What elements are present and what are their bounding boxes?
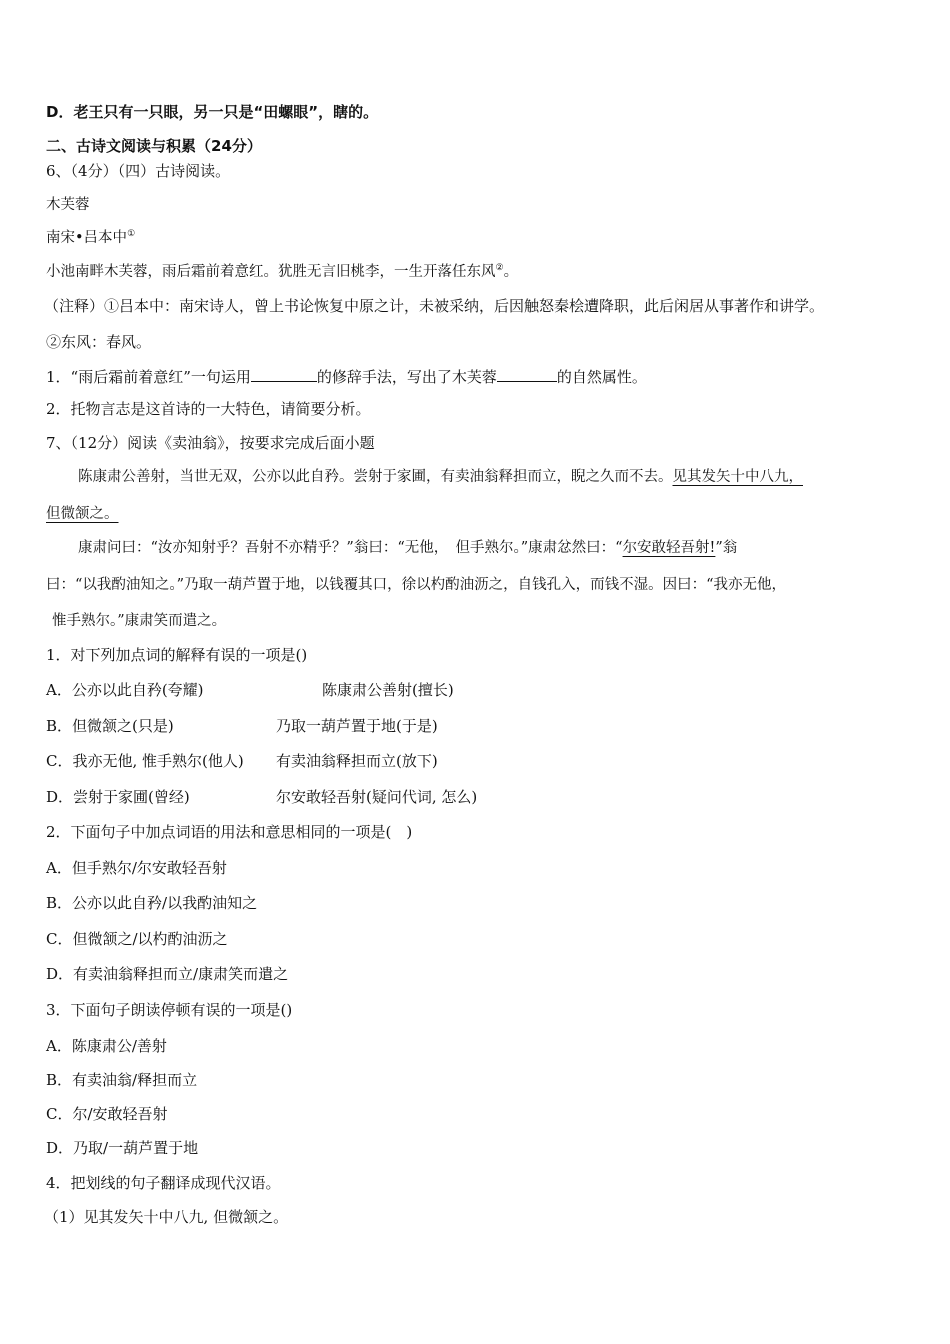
question-6-header: 6、（4分）（四）古诗阅读。 bbox=[46, 162, 231, 180]
passage-paragraph-1-cont bbox=[46, 504, 119, 524]
poem-text-body: 小池南畔木芙蓉，雨后霜前着意红。犹胜无言旧桃李，一生开落任东风 bbox=[46, 264, 496, 280]
poem-note-2: ②东风：春风。 bbox=[46, 333, 152, 351]
q7-1-b-right: 乃取一葫芦置于地(于是) bbox=[276, 717, 438, 735]
question-7-header: 7、（12分）阅读《卖油翁》，按要求完成后面小题 bbox=[46, 434, 375, 452]
q7-3-option-c[interactable]: C．尔/安敢轻吾射 bbox=[46, 1105, 168, 1123]
q7-1-option-d[interactable] bbox=[46, 787, 926, 807]
poem-text bbox=[46, 262, 518, 282]
q7-3-option-a[interactable]: A．陈康肃公/善射 bbox=[46, 1037, 167, 1055]
passage-paragraph-1 bbox=[78, 467, 803, 487]
poem-author-text: 南宋•吕本中 bbox=[46, 230, 128, 246]
question-7-2: 2．下面句子中加点词语的用法和意思相同的一项是( ) bbox=[46, 823, 413, 841]
q6-1-part-a: 1．“雨后霜前着意红”一句运用 bbox=[46, 368, 251, 386]
q6-1-part-b: 的修辞手法，写出了木芙蓉 bbox=[316, 368, 497, 386]
q7-1-option-a[interactable] bbox=[46, 680, 926, 700]
q7-2-option-c[interactable]: C．但微颔之/以杓酌油沥之 bbox=[46, 930, 228, 948]
q7-1-d-right: 尔安敢轻吾射(疑问代词, 怎么) bbox=[276, 788, 478, 806]
poem-note-1: （注释）①吕本中：南宋诗人，曾上书论恢复中原之计，未被采纳，后因触怒秦桧遭降职，此后闲居从事著作和讲学。 bbox=[44, 297, 825, 315]
question-7-4: 4．把划线的句子翻译成现代汉语。 bbox=[46, 1174, 281, 1192]
footnote-marker-2: ② bbox=[495, 263, 504, 274]
q7-1-option-b[interactable] bbox=[46, 716, 926, 736]
q7-1-d-left: D．尝射于家圃(曾经) bbox=[46, 788, 190, 806]
question-6-1 bbox=[46, 366, 647, 387]
passage-p1-text: 陈康肃公善射，当世无双，公亦以此自矜。尝射于家圃，有卖油翁释担而立，睨之久而不去。 bbox=[78, 469, 673, 485]
poem-author bbox=[46, 228, 135, 248]
q7-1-c-left: C．我亦无他, 惟手熟尔(他人) bbox=[46, 752, 244, 770]
q7-1-a-left: A．公亦以此自矜(夸耀) bbox=[46, 681, 204, 699]
q7-3-option-d[interactable]: D．乃取/一葫芦置于地 bbox=[46, 1139, 199, 1157]
answer-blank-2[interactable] bbox=[497, 366, 557, 382]
q7-3-option-b[interactable]: B．有卖油翁/释担而立 bbox=[46, 1071, 198, 1089]
poem-title: 木芙蓉 bbox=[46, 197, 90, 213]
answer-blank-1[interactable] bbox=[251, 366, 317, 382]
q7-1-a-right: 陈康肃公善射(擅长) bbox=[322, 681, 454, 699]
section-two-heading: 二、古诗文阅读与积累（24分） bbox=[46, 137, 262, 155]
question-6-2: 2．托物言志是这首诗的一大特色，请简要分析。 bbox=[46, 400, 371, 418]
q7-1-b-left: B．但微颔之(只是) bbox=[46, 717, 174, 735]
q6-1-part-c: 的自然属性。 bbox=[556, 368, 647, 386]
q7-2-option-d[interactable]: D．有卖油翁释担而立/康肃笑而遣之 bbox=[46, 965, 289, 983]
passage-paragraph-2 bbox=[78, 538, 737, 558]
underlined-sentence-1: 见其发矢十中八九， bbox=[672, 469, 803, 485]
footnote-marker-1: ① bbox=[127, 229, 136, 240]
option-d-previous: D．老王只有一只眼，另一只是“田螺眼”，瞎的。 bbox=[46, 103, 379, 121]
q7-2-option-a[interactable]: A．但手熟尔/尔安敢轻吾射 bbox=[46, 859, 227, 877]
question-7-4-1: （1）见其发矢十中八九, 但微颔之。 bbox=[44, 1208, 289, 1226]
underlined-sentence-2: 尔安敢轻吾射! bbox=[622, 540, 716, 556]
poem-text-end: 。 bbox=[503, 264, 519, 280]
underlined-sentence-1-cont: 但微颔之。 bbox=[46, 506, 119, 522]
passage-paragraph-2-line-3: 惟手熟尔。”康肃笑而遣之。 bbox=[52, 613, 227, 629]
q7-2-option-b[interactable]: B．公亦以此自矜/以我酌油知之 bbox=[46, 894, 258, 912]
passage-paragraph-2-line-2: 曰：“以我酌油知之。”乃取一葫芦置于地，以钱覆其口，徐以杓酌油沥之，自钱孔入，而钱不湿。因曰：“我亦无他， bbox=[46, 577, 786, 593]
question-7-1: 1．对下列加点词的解释有误的一项是() bbox=[46, 646, 308, 664]
passage-p2-text: 康肃问曰：“汝亦知射乎？吾射不亦精乎？”翁曰：“无他， 但手熟尔。”康肃忿然曰：“ bbox=[78, 540, 623, 556]
passage-p2-text-end: ”翁 bbox=[715, 540, 738, 556]
question-7-3: 3．下面句子朗读停顿有误的一项是() bbox=[46, 1001, 293, 1019]
q7-1-c-right: 有卖油翁释担而立(放下) bbox=[276, 752, 438, 770]
q7-1-option-c[interactable] bbox=[46, 751, 926, 771]
